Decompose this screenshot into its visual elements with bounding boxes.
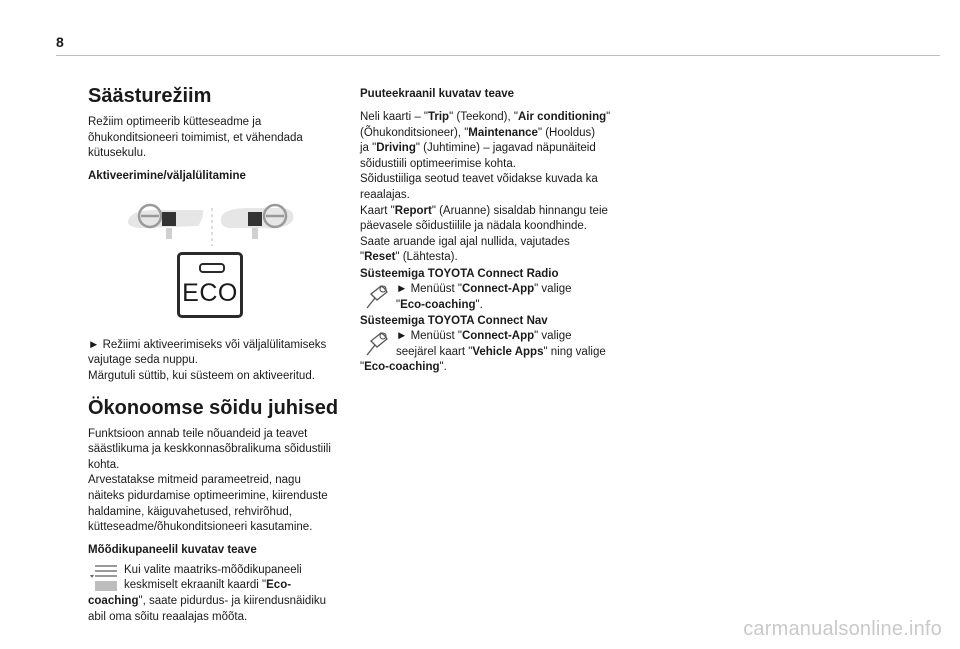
text-segment: " valige <box>534 330 572 343</box>
radio-instructions <box>360 282 622 313</box>
text-segment: ► Menüüst " <box>396 282 462 295</box>
text-segment: Neli kaarti – " <box>360 111 428 123</box>
nav-heading: Süsteemiga TOYOTA Connect Nav <box>360 315 548 328</box>
section-title-eco-mode: Säästurežiim <box>88 85 212 107</box>
dash-line-4: abil oma sõitu reaalajas mõõta. <box>88 610 248 623</box>
eco-button-illustration <box>88 188 343 338</box>
text-segment: " <box>360 361 365 374</box>
page-number: 8 <box>56 34 64 50</box>
text-segment: Driving <box>376 142 416 155</box>
instrument-panel-info <box>88 563 343 594</box>
text-segment: Maintenance <box>468 126 538 139</box>
text-segment: " (Teekond), " <box>449 111 518 123</box>
text-segment: " (Hooldus) <box>537 126 596 139</box>
activation-line-2: vajutage seda nuppu. <box>88 354 198 367</box>
matrix-display-icon <box>88 563 120 593</box>
eco-button-icon <box>177 252 243 318</box>
text-segment: Connect-App <box>461 330 535 343</box>
eco-driving-line-2: säästlikuma ja keskkonnasõbralikuma sõidustiili <box>88 443 331 456</box>
text-segment: seejärel kaart " <box>396 345 473 358</box>
touch-line-5: Sõidustiiliga seotud teavet võidakse kuvada ka <box>360 173 598 186</box>
touch-line-6: reaalajas. <box>360 188 410 201</box>
text-segment: ". <box>439 361 447 374</box>
dash-line-3: ", saate pidurdus- ja kiirendusnäidiku <box>138 594 327 607</box>
header-rule <box>56 55 940 56</box>
text-segment: " <box>606 111 611 123</box>
eco-driving-line-1: Funktsioon annab teile nõuandeid ja teavet <box>88 427 308 440</box>
activation-line-1: ► Režiimi aktiveerimiseks või väljalülitamiseks <box>88 338 327 351</box>
text-segment: " (Juhtimine) – jagavad näpunäiteid <box>415 142 596 155</box>
dash-eco-label-b: coaching <box>88 594 139 607</box>
text-segment: Reset <box>364 251 396 264</box>
dash-eco-label-a: Eco- <box>266 579 292 592</box>
touch-line-1 <box>360 110 622 126</box>
nav-line-3 <box>360 360 622 376</box>
text-segment: (Õhukonditsioneer), " <box>360 126 469 139</box>
touch-line-9: Saate aruande igal ajal nullida, vajutades <box>360 235 570 248</box>
eco-driving-line-5: näiteks pidurdamise optimeerimine, kiirenduste <box>88 489 328 502</box>
touch-line-2 <box>360 126 622 142</box>
text-segment: Kaart " <box>360 204 395 217</box>
text-segment: Air conditioning <box>517 111 607 123</box>
text-segment: ja " <box>360 142 377 155</box>
watermark: carmanualsonline.info <box>743 618 942 640</box>
text-segment: Trip <box>428 111 450 123</box>
touch-line-8: päevasele sõidustiilile ja nädala koondhinde. <box>360 220 587 233</box>
text-segment: ". <box>475 298 483 311</box>
touch-hand-icon <box>360 329 392 359</box>
intro-line-2: õhukonditsioneeri toimimist, et vähendada <box>88 131 303 144</box>
eco-label: ECO <box>182 278 238 307</box>
text-segment: Connect-App <box>461 282 535 295</box>
nav-instructions <box>360 329 622 360</box>
touch-line-7 <box>360 204 622 220</box>
right-column <box>360 86 622 376</box>
dash-line-2: keskmiselt ekraanilt kaardi " <box>124 579 267 592</box>
left-column <box>88 80 343 625</box>
radio-heading: Süsteemiga TOYOTA Connect Radio <box>360 267 559 280</box>
section-title-eco-driving: Ökonoomse sõidu juhised <box>88 396 339 419</box>
text-segment: " ning valige <box>543 345 606 358</box>
eco-driving-line-6: haldamine, käiguvahetused, rehvirõhud, <box>88 505 292 518</box>
text-segment: " (Aruanne) sisaldab hinnangu teie <box>431 204 608 217</box>
text-segment: ► Menüüst " <box>396 330 462 343</box>
touch-hand-icon <box>360 282 392 312</box>
text-segment: " <box>360 251 365 264</box>
indicator-light-icon <box>199 263 225 273</box>
text-segment: " valige <box>534 282 572 295</box>
text-segment: Eco-coaching <box>364 361 440 374</box>
subheading-activation: Aktiveerimine/väljalülitamine <box>88 169 246 182</box>
eco-driving-line-7: kütteseadme/õhukonditsioneeri kasutamine. <box>88 521 313 534</box>
dash-line-1: Kui valite maatriks-mõõdikupaneeli <box>124 563 302 576</box>
text-segment: Vehicle Apps <box>472 345 544 358</box>
text-segment: " <box>396 298 401 311</box>
text-segment: " (Lähtesta). <box>395 251 458 264</box>
eco-driving-line-4: Arvestatakse mitmeid parameetreid, nagu <box>88 474 301 487</box>
activation-line-3: Märgutuli süttib, kui süsteem on aktiveeritud. <box>88 369 315 382</box>
subheading-touchscreen: Puuteekraanil kuvatav teave <box>360 88 515 100</box>
subheading-instrument-panel: Mõõdikupaneelil kuvatav teave <box>88 543 257 556</box>
intro-line-3: kütusekulu. <box>88 147 147 160</box>
touch-line-3 <box>360 141 622 157</box>
touch-line-10 <box>360 250 622 266</box>
eco-driving-line-3: kohta. <box>88 458 120 471</box>
text-segment: Eco-coaching <box>400 298 476 311</box>
touch-line-4: sõidustiili optimeerimise kohta. <box>360 157 516 170</box>
text-segment: Report <box>394 204 432 217</box>
intro-line-1: Režiim optimeerib kütteseadme ja <box>88 116 262 128</box>
